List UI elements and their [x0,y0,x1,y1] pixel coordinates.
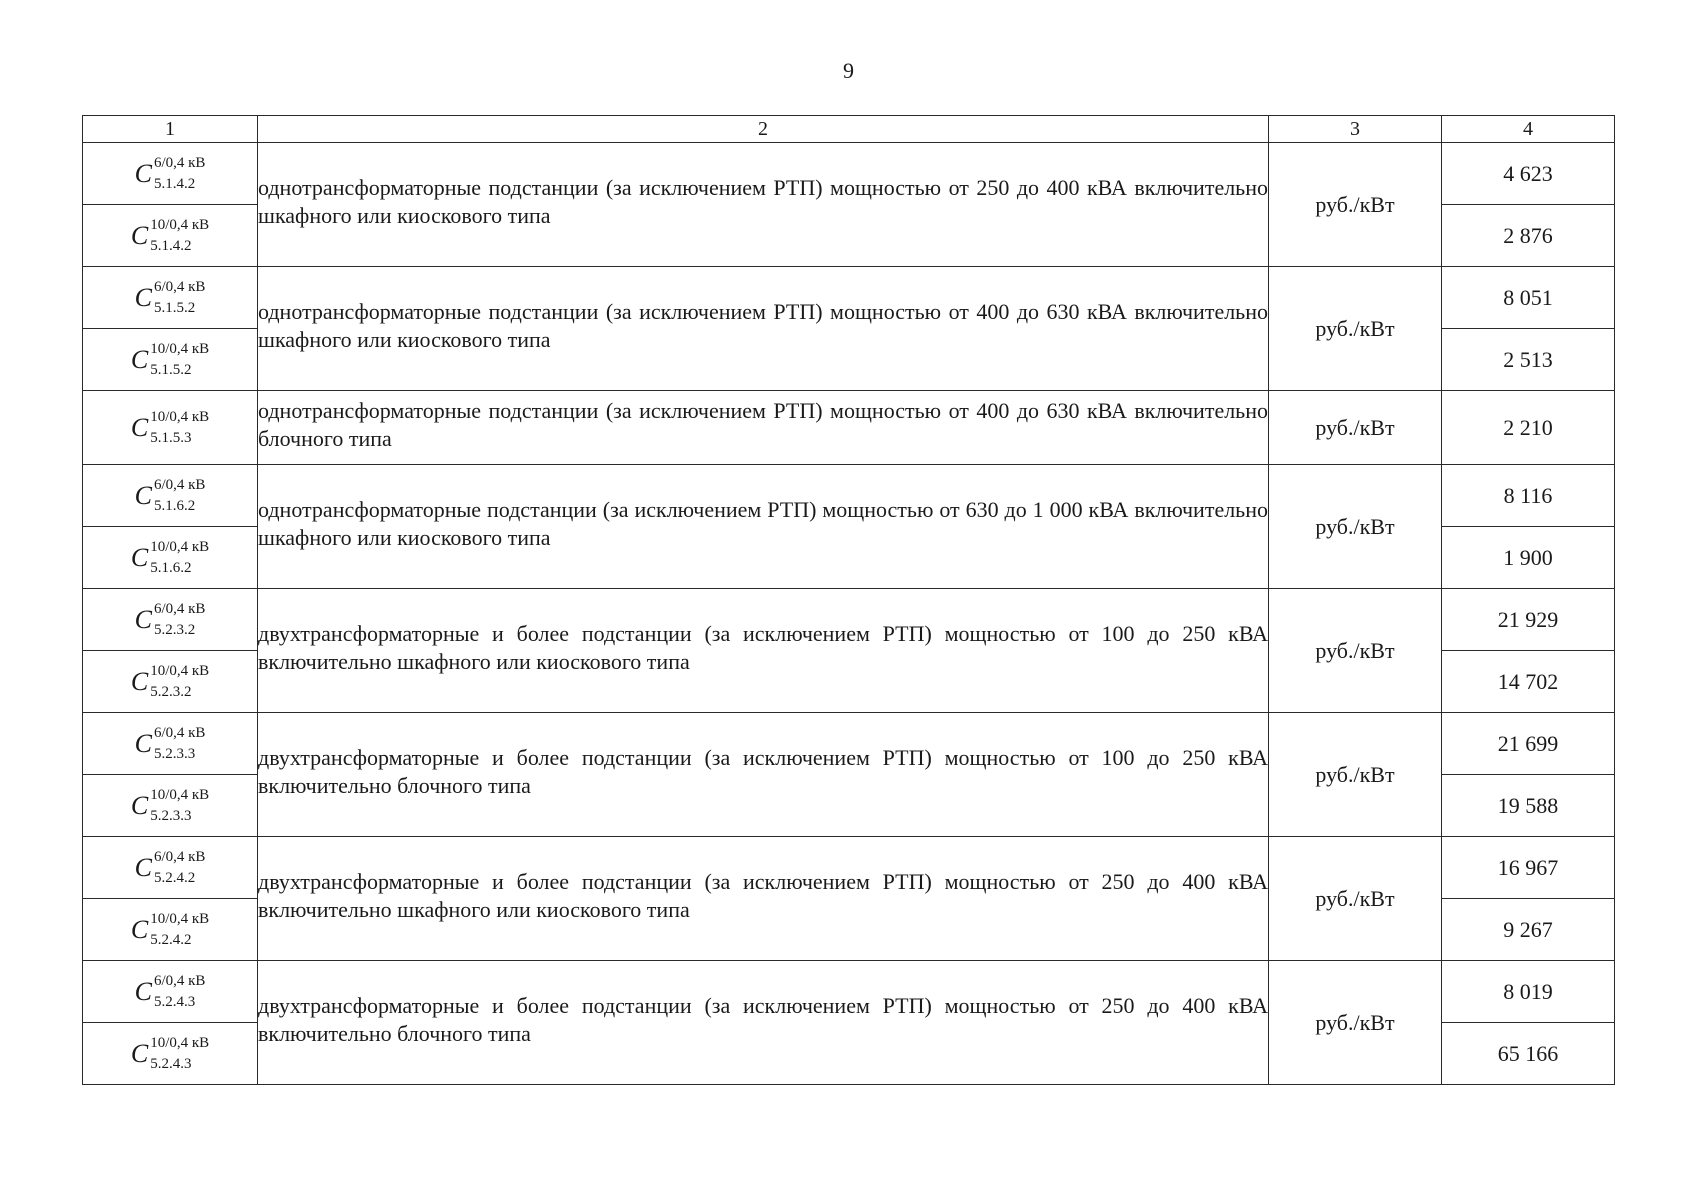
column-header-2: 2 [258,116,1269,143]
rate-symbol-letter: C [130,412,149,442]
description-text: двухтрансформаторные и более подстанции (за исключением РТП) мощностью от 250 до 400 кВА включительно блочного типа [258,992,1268,1046]
rate-value: 8 116 [1442,465,1615,527]
tariff-code [83,651,258,713]
page-number: 9 [843,58,854,83]
tariff-code [83,391,258,465]
rate-symbol-letter: C [130,220,149,250]
rate-symbol-letter: C [134,282,152,312]
code-subscript: 5.1.5.2 [150,361,192,378]
table-row [83,713,1615,775]
rate-symbol [131,218,209,254]
tariff-code [83,1023,258,1085]
rate-value: 2 210 [1442,391,1615,465]
description-cell [258,391,1269,465]
unit-cell: руб./кВт [1269,713,1442,837]
code-subscript: 5.2.4.3 [150,1055,192,1072]
rate-value: 4 623 [1442,143,1615,205]
rate-symbol [131,912,209,948]
rate-symbol-letter: C [134,158,152,188]
rate-symbol [131,342,209,378]
description-text: однотрансформаторные подстанции (за исключением РТП) мощностью от 400 до 630 кВА включительно блочного типа [258,397,1268,451]
rate-symbol-letter: C [130,914,149,944]
rate-value: 2 876 [1442,205,1615,267]
code-subscript: 5.1.4.2 [150,237,192,254]
voltage-superscript: 10/0,4 кВ [150,910,210,927]
rate-value: 16 967 [1442,837,1615,899]
rate-symbol [135,478,206,514]
rate-symbol-letter: C [134,852,152,882]
rate-symbol [131,1036,209,1072]
code-subscript: 5.1.6.2 [150,559,192,576]
rate-value: 2 513 [1442,329,1615,391]
rate-symbol [135,602,206,638]
code-subscript: 5.2.4.2 [153,869,196,886]
table-header-row [83,116,1615,143]
description-text: двухтрансформаторные и более подстанции (за исключением РТП) мощностью от 100 до 250 кВА включительно блочного типа [258,744,1268,798]
voltage-superscript: 6/0,4 кВ [153,600,206,617]
rate-symbol-letter: C [130,666,149,696]
voltage-superscript: 10/0,4 кВ [150,1034,210,1051]
rate-symbol [135,156,206,192]
table-row [83,961,1615,1023]
voltage-superscript: 6/0,4 кВ [153,278,206,295]
code-subscript: 5.2.3.3 [153,745,196,762]
column-header-4: 4 [1442,116,1615,143]
voltage-superscript: 10/0,4 кВ [150,662,210,679]
unit-cell: руб./кВт [1269,837,1442,961]
voltage-superscript: 6/0,4 кВ [153,724,206,741]
description-cell [258,961,1269,1085]
voltage-superscript: 10/0,4 кВ [150,216,210,233]
description-cell [258,465,1269,589]
voltage-superscript: 10/0,4 кВ [150,538,210,555]
voltage-superscript: 6/0,4 кВ [153,476,206,493]
rate-value: 65 166 [1442,1023,1615,1085]
tariff-code [83,589,258,651]
rate-symbol [131,664,209,700]
tariff-table [82,115,1615,1085]
rate-symbol [131,788,209,824]
tariff-code [83,143,258,205]
description-text: однотрансформаторные подстанции (за исключением РТП) мощностью от 400 до 630 кВА включительно шкафного или киоскового типа [258,298,1268,352]
code-subscript: 5.1.5.2 [153,299,196,316]
rate-symbol-letter: C [134,604,152,634]
rate-symbol [135,726,206,762]
description-cell [258,143,1269,267]
table-row [83,267,1615,329]
tariff-code [83,205,258,267]
rate-symbol [135,974,206,1010]
code-subscript: 5.2.4.2 [150,931,192,948]
table-row [83,391,1615,465]
rate-value: 21 929 [1442,589,1615,651]
unit-cell: руб./кВт [1269,391,1442,465]
tariff-code [83,527,258,589]
description-cell [258,267,1269,391]
tariff-code [83,837,258,899]
rate-symbol-letter: C [134,976,152,1006]
rate-value: 19 588 [1442,775,1615,837]
rate-value: 21 699 [1442,713,1615,775]
voltage-superscript: 10/0,4 кВ [150,340,210,357]
rate-symbol-letter: C [134,480,152,510]
rate-symbol-letter: C [130,790,149,820]
voltage-superscript: 6/0,4 кВ [153,972,206,989]
unit-cell: руб./кВт [1269,961,1442,1085]
unit-cell: руб./кВт [1269,143,1442,267]
tariff-code [83,329,258,391]
rate-value: 8 019 [1442,961,1615,1023]
unit-cell: руб./кВт [1269,267,1442,391]
description-text: двухтрансформаторные и более подстанции (за исключением РТП) мощностью от 250 до 400 кВА включительно шкафного или киоскового типа [258,868,1268,922]
tariff-code [83,713,258,775]
rate-value: 9 267 [1442,899,1615,961]
column-header-1: 1 [83,116,258,143]
unit-cell: руб./кВт [1269,589,1442,713]
tariff-code [83,961,258,1023]
rate-symbol [131,540,209,576]
rate-symbol-letter: C [130,1038,149,1068]
table-row [83,143,1615,205]
rate-symbol [135,850,206,886]
description-cell [258,589,1269,713]
table-body [83,143,1615,1085]
tariff-code [83,267,258,329]
table-row [83,837,1615,899]
rate-symbol-letter: C [134,728,152,758]
table-row [83,589,1615,651]
voltage-superscript: 6/0,4 кВ [153,848,206,865]
rate-value: 1 900 [1442,527,1615,589]
rate-symbol [135,280,206,316]
voltage-superscript: 10/0,4 кВ [150,786,210,803]
tariff-code [83,465,258,527]
code-subscript: 5.2.3.2 [153,621,196,638]
unit-cell: руб./кВт [1269,465,1442,589]
voltage-superscript: 6/0,4 кВ [153,154,206,171]
table-row [83,465,1615,527]
code-subscript: 5.1.6.2 [153,497,196,514]
column-header-3: 3 [1269,116,1442,143]
description-cell [258,837,1269,961]
code-subscript: 5.2.3.2 [150,683,192,700]
rate-symbol [131,410,209,446]
tariff-code [83,899,258,961]
code-subscript: 5.2.3.3 [150,807,192,824]
rate-value: 8 051 [1442,267,1615,329]
rate-symbol-letter: C [130,344,149,374]
code-subscript: 5.1.4.2 [153,175,196,192]
description-cell [258,713,1269,837]
code-subscript: 5.2.4.3 [153,993,196,1010]
description-text: однотрансформаторные подстанции (за исключением РТП) мощностью от 630 до 1 000 кВА включительно шкафного или киоскового типа [258,496,1268,550]
tariff-code [83,775,258,837]
voltage-superscript: 10/0,4 кВ [150,408,210,425]
code-subscript: 5.1.5.3 [150,429,192,446]
rate-value: 14 702 [1442,651,1615,713]
rate-symbol-letter: C [130,542,149,572]
description-text: двухтрансформаторные и более подстанции (за исключением РТП) мощностью от 100 до 250 кВА включительно шкафного или киоскового типа [258,620,1268,674]
description-text: однотрансформаторные подстанции (за исключением РТП) мощностью от 250 до 400 кВА включительно шкафного или киоскового типа [258,174,1268,228]
